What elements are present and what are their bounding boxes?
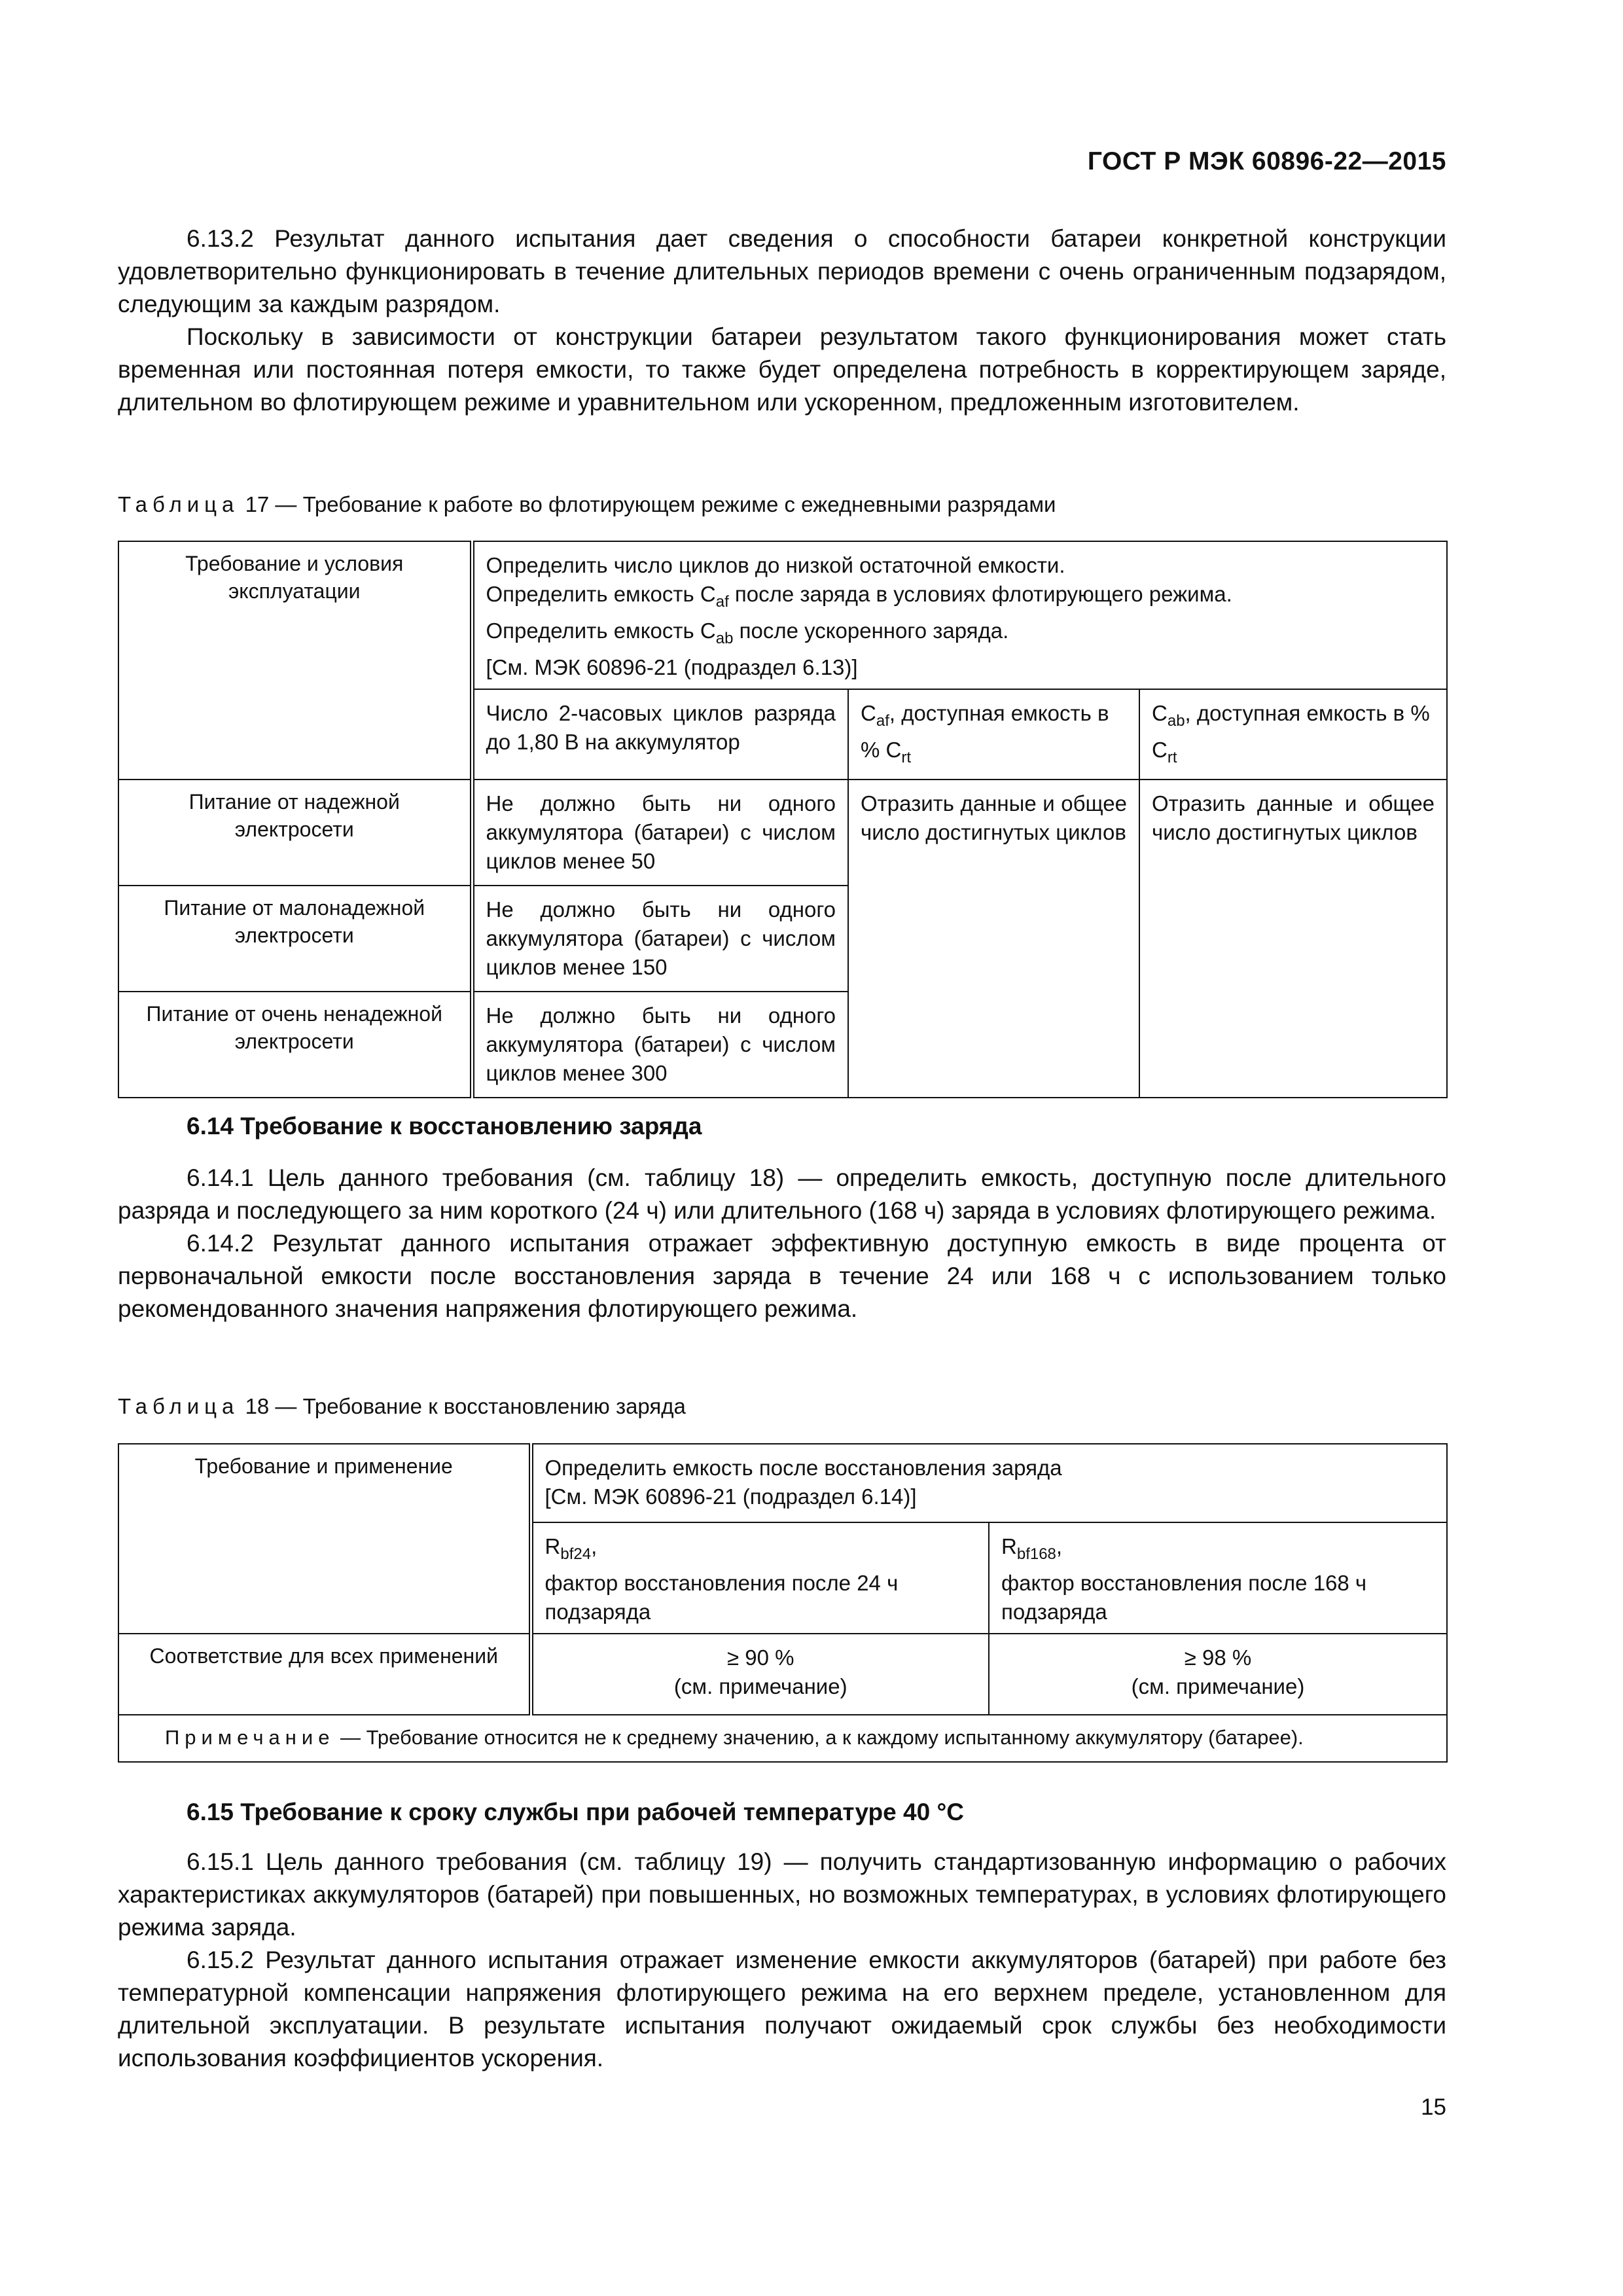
table18-header-main: Определить емкость после восстановления заряда [См. МЭК 60896-21 (подраздел 6.14)] bbox=[531, 1444, 1447, 1522]
table18-caption: Таблица 18 — Требование к восстановлению заряда bbox=[118, 1394, 686, 1418]
page-number: 15 bbox=[1421, 2094, 1446, 2120]
table-17 bbox=[118, 541, 1448, 1098]
table18-value-168: ≥ 98 % (см. примечание) bbox=[989, 1634, 1447, 1715]
table17-row-label: Питание от очень ненадежной электросети bbox=[118, 992, 472, 1098]
table17-row-label: Питание от надежной электросети bbox=[118, 780, 472, 886]
table17-cab-value: Отразить данные и общее число достигнутых циклов bbox=[1139, 780, 1447, 1098]
table17-row-label: Питание от малонадежной электросети bbox=[118, 886, 472, 992]
section-6-15-heading: 6.15 Требование к сроку службы при рабочей температуре 40 °С bbox=[187, 1799, 964, 1825]
table18-col-rbf24: $R_{bf24}$, фактор восстановления после 24 ч подзаряда bbox=[531, 1522, 989, 1634]
document-header: ГОСТ Р МЭК 60896-22—2015 bbox=[1087, 147, 1446, 175]
section-6-15-text bbox=[118, 1846, 1446, 2075]
table17-header-left: Требование и условия эксплуатации bbox=[118, 541, 472, 780]
table17-col-cab: $C_{ab}$, доступная емкость в % $C_{rt}$ bbox=[1139, 689, 1447, 780]
paragraph-6-15-1: 6.15.1 Цель данного требования (см. таблицу 19) — получить стандартизованную информацию о рабочих характеристиках аккумуляторов (батарей) при повышенных, но возможных температурах, в условиях флотирующего режима заряда. bbox=[118, 1848, 1446, 1941]
section-6-14-heading: 6.14 Требование к восстановлению заряда bbox=[187, 1113, 702, 1139]
paragraph-6-14-1: 6.14.1 Цель данного требования (см. таблицу 18) — определить емкость, доступную после длительного разряда и последующего за ним короткого (24 ч) или длительного (168 ч) заряда в условиях флотирующего режима. bbox=[118, 1164, 1446, 1224]
intro-text bbox=[118, 223, 1446, 419]
table-18 bbox=[118, 1443, 1448, 1763]
table18-col-rbf168: $R_{bf168}$, фактор восстановления после 168 ч подзаряда bbox=[989, 1522, 1447, 1634]
table17-row-value: Не должно быть ни одного аккумулятора (батареи) с числом циклов менее 300 bbox=[472, 992, 848, 1098]
table18-header-left: Требование и применение bbox=[118, 1444, 531, 1634]
paragraph-6-15-2: 6.15.2 Результат данного испытания отражает изменение емкости аккумуляторов (батарей) при работе без температурной компенсации напряжения флотирующего режима на его верхнем пределе, установленном для длительной эксплуатации. В результате испытания получают ожидаемый срок службы без необходимости использования коэффициентов ускорения. bbox=[118, 1946, 1446, 2072]
table17-row-value: Не должно быть ни одного аккумулятора (батареи) с числом циклов менее 150 bbox=[472, 886, 848, 992]
table17-caption: Таблица 17 — Требование к работе во флотирующем режиме с ежедневными разрядами bbox=[118, 492, 1056, 516]
table17-caf-value: Отразить данные и общее число достигнутых циклов bbox=[848, 780, 1139, 1098]
section-6-14-text bbox=[118, 1162, 1446, 1325]
paragraph-6-13-2: 6.13.2 Результат данного испытания дает сведения о способности батареи конкретной конструкции удовлетворительно функционировать в течение длительных периодов времени с очень ограниченным подзарядом, следующим за каждым разрядом. bbox=[118, 225, 1446, 317]
table17-col-caf: $C_{af}$, доступная емкость в % $C_{rt}$ bbox=[848, 689, 1139, 780]
table17-row-value: Не должно быть ни одного аккумулятора (батареи) с числом циклов менее 50 bbox=[472, 780, 848, 886]
paragraph-6-13-2-cont: Поскольку в зависимости от конструкции батареи результатом такого функционирования может стать временная или постоянная потеря емкости, то также будет определена потребность в корректирующем заряде, длительном во флотирующем режиме и уравнительном или ускоренном, предложенным изготовителем. bbox=[118, 323, 1446, 416]
table18-note: Примечание — Требование относится не к среднему значению, а к каждому испытанному аккумулятору (батарее). bbox=[118, 1715, 1447, 1762]
table18-row-label: Соответствие для всех применений bbox=[118, 1634, 531, 1715]
table17-col-cycles: Число 2-часовых циклов разряда до 1,80 В на аккумулятор bbox=[472, 689, 848, 780]
paragraph-6-14-2: 6.14.2 Результат данного испытания отражает эффективную доступную емкость в виде процента от первоначальной емкости после восстановления заряда в течение 24 или 168 ч с использованием только рекомендованного значения напряжения флотирующего режима. bbox=[118, 1230, 1446, 1322]
table18-value-24: ≥ 90 % (см. примечание) bbox=[531, 1634, 989, 1715]
table17-header-main: Определить число циклов до низкой остаточной емкости. Определить емкость $C_{af}$ после заряда в условиях флотирующего режима. Определить емкость $C_{ab}$ после ускоренного заряда. [См. МЭК 60896-21 (подраздел 6.13)] bbox=[472, 541, 1447, 689]
